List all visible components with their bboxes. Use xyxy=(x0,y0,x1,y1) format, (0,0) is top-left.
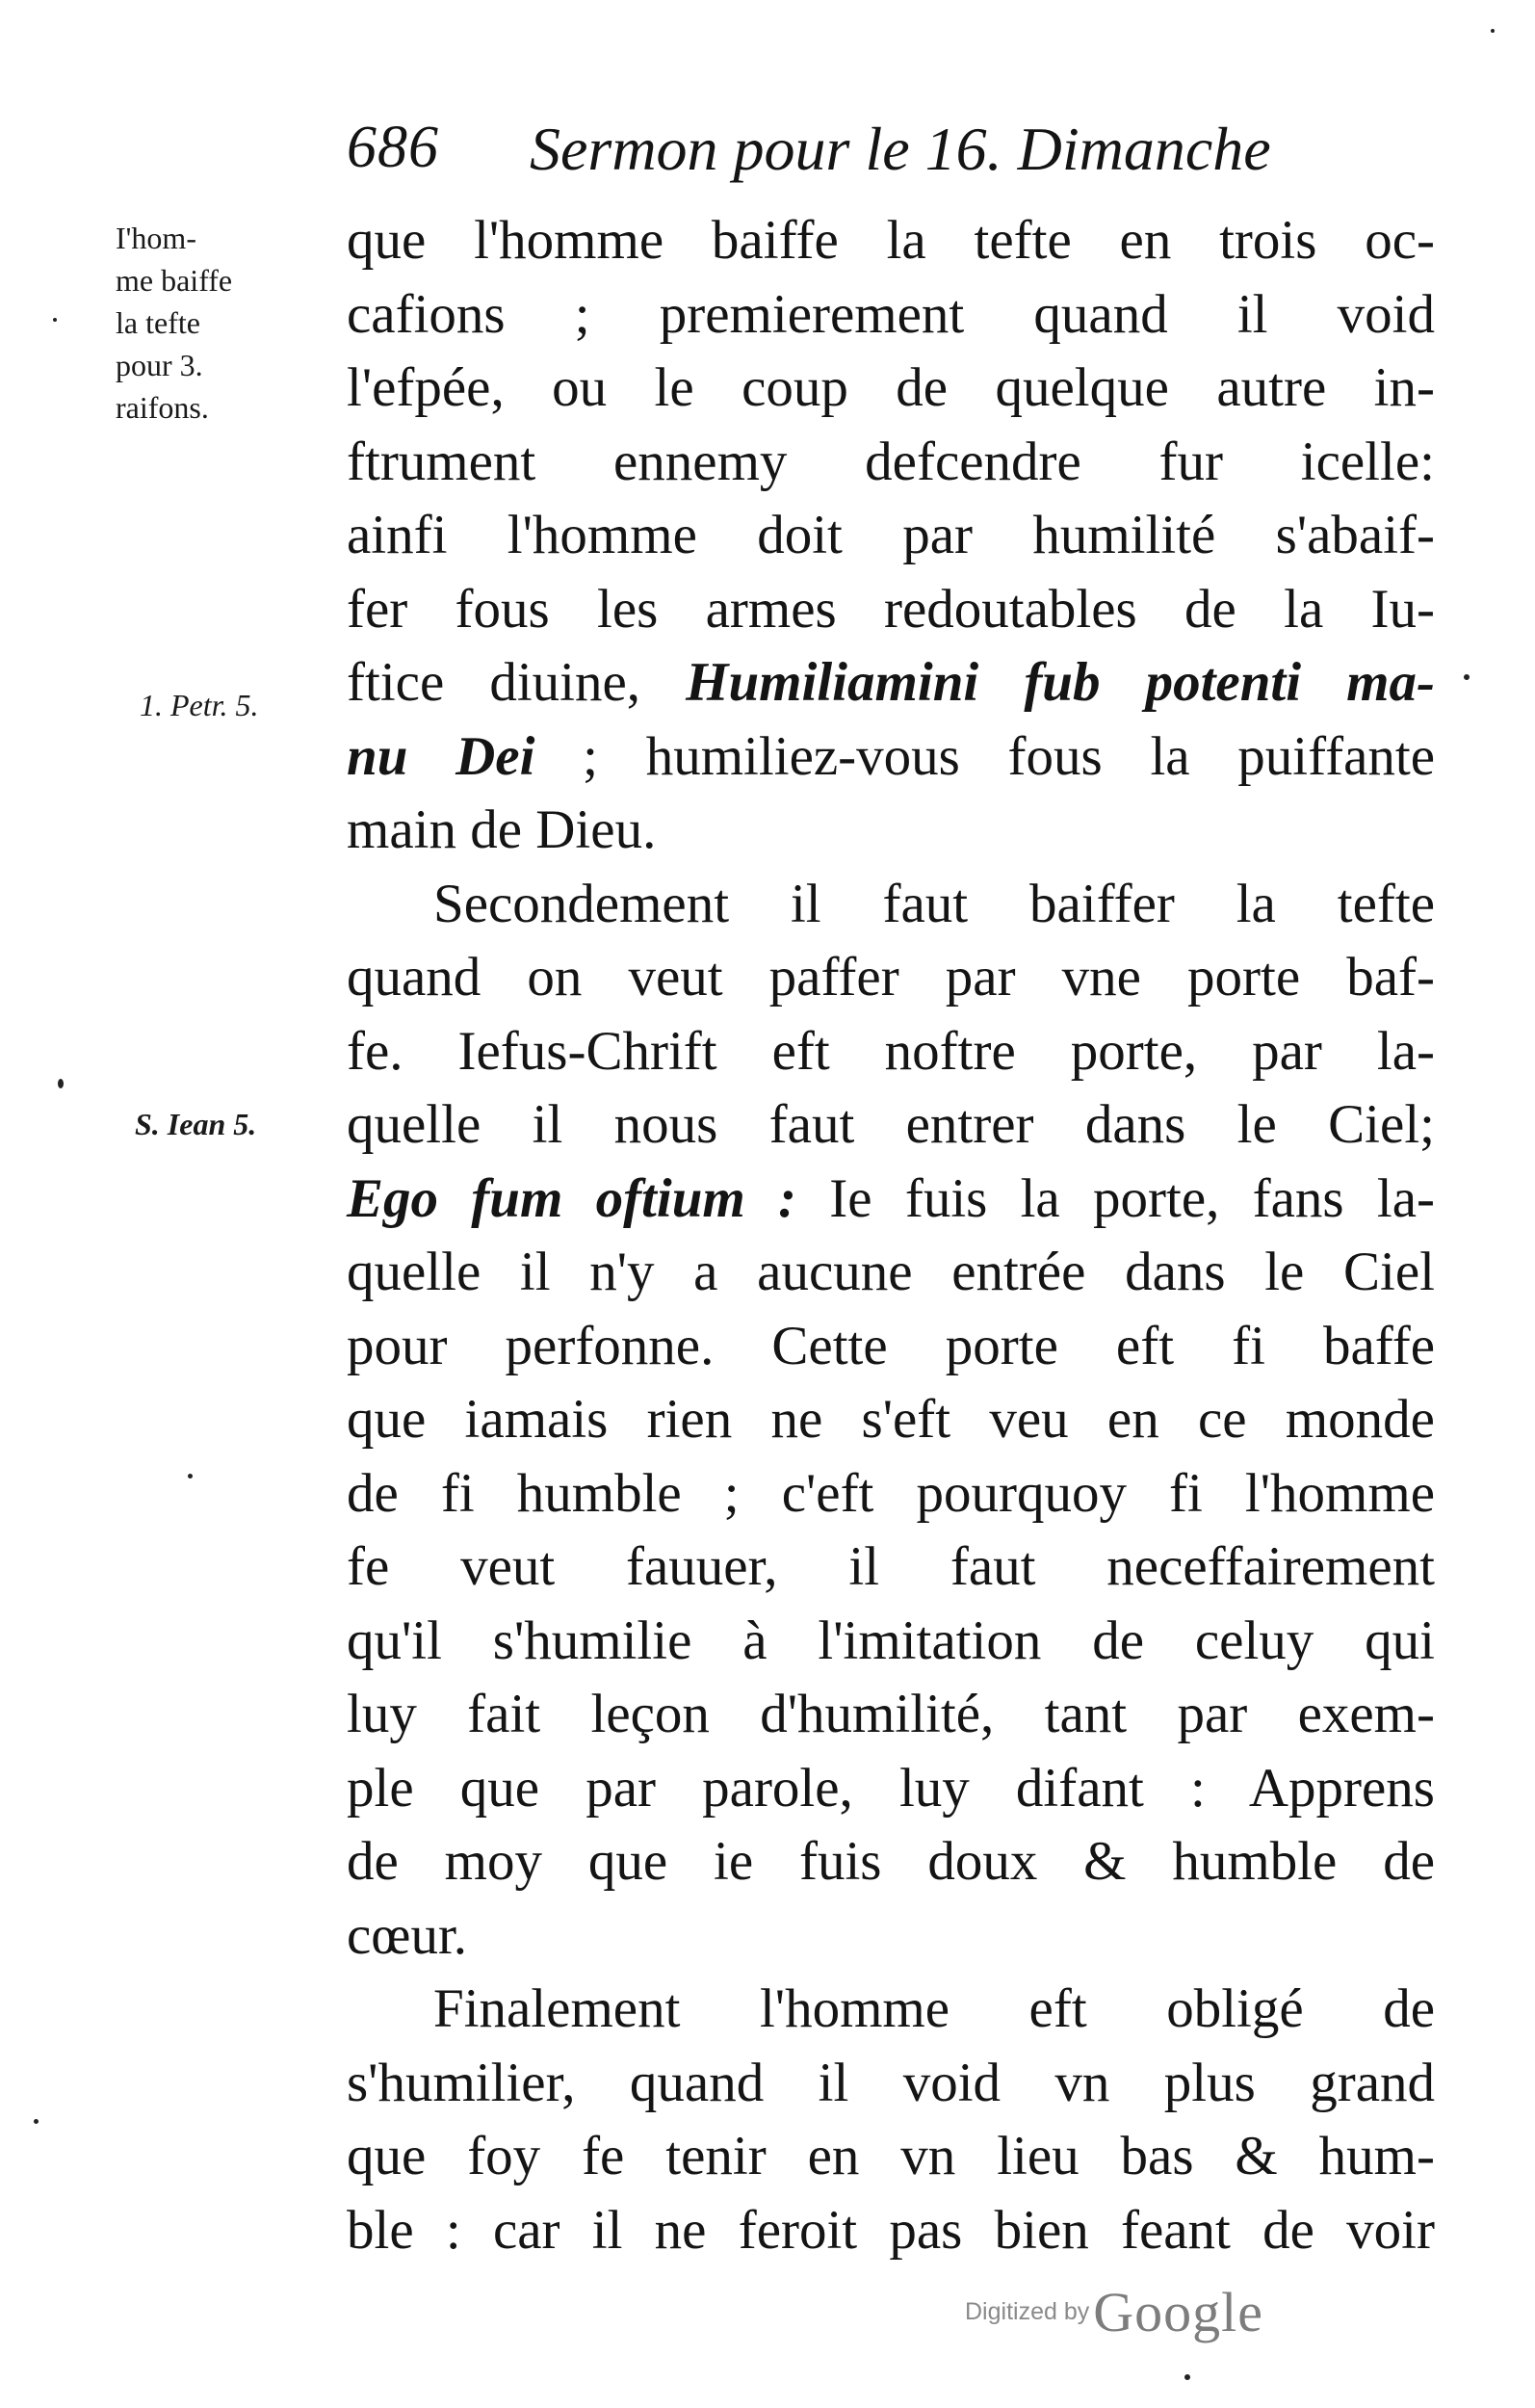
margin-note-line: raifons. xyxy=(116,390,209,425)
page-header xyxy=(347,114,1367,202)
text-line: Finalement l'homme eft obligé de xyxy=(433,1978,1435,2039)
text-line: ple que par parole, luy difant : Apprens xyxy=(347,1757,1435,1819)
text-line: de moy que ie fuis doux & humble de xyxy=(347,1831,1435,1892)
text-line: nu Dei ; humiliez-vous fous la puiffante xyxy=(347,725,1436,787)
text-line: que foy fe tenir en vn lieu bas & hum- xyxy=(347,2126,1435,2186)
text-line: cafions ; premierement quand il void xyxy=(347,283,1435,345)
text-line: Ego fum oftium : Ie fuis la porte, fans la- xyxy=(347,1167,1435,1229)
text-line: Secondement il faut baiffer la tefte xyxy=(433,873,1435,934)
text-line: pour perfonne. Cette porte eft fi baffe xyxy=(347,1315,1435,1376)
scan-speck xyxy=(1491,29,1495,33)
body-text xyxy=(347,204,1435,2267)
digitized-by-google-watermark xyxy=(965,2280,1263,2344)
text-line: quelle il n'y a aucune entrée dans le Ciel xyxy=(347,1242,1435,1302)
latin-quote: Humiliamini fub potenti ma- xyxy=(686,652,1435,713)
scan-speck xyxy=(34,2119,39,2124)
watermark-prefix: Digitized by xyxy=(965,2298,1090,2325)
text-line: que l'homme baiffe la tefte en trois oc- xyxy=(347,210,1435,271)
margin-ref-iean: S. Iean 5. xyxy=(135,1107,257,1141)
text-line: quand on veut paffer par vne porte baf- xyxy=(347,947,1435,1008)
text-line: de fi humble ; c'eft pourquoy fi l'homme xyxy=(347,1462,1435,1524)
text-line: que iamais rien ne s'eft veu en ce monde xyxy=(347,1389,1435,1450)
text-line: main de Dieu. xyxy=(347,799,657,860)
margin-note-humility xyxy=(116,217,308,429)
margin-ref-petr: 1. Petr. 5. xyxy=(140,688,259,722)
text-line: fe. Iefus-Chrift eft noftre porte, par la- xyxy=(347,1020,1435,1082)
text-line: cœur. xyxy=(347,1904,468,1966)
latin-quote: nu Dei xyxy=(347,725,535,787)
text-line: fer fous les armes redoutables de la Iu- xyxy=(347,578,1435,640)
scan-speck xyxy=(53,318,57,322)
text-line: quelle il nous faut entrer dans le Ciel; xyxy=(347,1094,1435,1155)
scan-speck xyxy=(58,1079,64,1088)
text-line: ble : car il ne feroit pas bien feant de voir xyxy=(347,2199,1435,2261)
scan-speck xyxy=(1184,2374,1190,2380)
margin-note-line: I'hom- xyxy=(116,221,196,255)
text-line: ftrument ennemy defcendre fur icelle: xyxy=(347,431,1435,492)
text-line: s'humilier, quand il void vn plus grand xyxy=(347,2052,1435,2113)
margin-note-line: me baiffe xyxy=(116,263,233,298)
margin-note-line: la tefte xyxy=(116,305,200,340)
scan-speck xyxy=(188,1474,193,1479)
text-line: qu'il s'humilie à l'imitation de celuy qui xyxy=(347,1610,1435,1671)
latin-quote: Ego fum oftium : xyxy=(347,1167,797,1229)
text-line: fe veut fauuer, il faut neceffairement xyxy=(347,1536,1435,1597)
text-line: ftice diuine, Humiliamini fub potenti ma- xyxy=(347,652,1435,713)
scan-speck xyxy=(1464,674,1470,680)
page-number: 686 xyxy=(347,115,439,180)
text-line: luy fait leçon d'humilité, tant par exem- xyxy=(347,1684,1435,1744)
google-logo: Google xyxy=(1093,2281,1263,2343)
running-title: Sermon pour le 16. Dimanche xyxy=(530,115,1271,183)
margin-note-line: pour 3. xyxy=(116,348,203,382)
text-line: ainfi l'homme doit par humilité s'abaif- xyxy=(347,505,1435,565)
text-line: l'efpée, ou le coup de quelque autre in- xyxy=(347,357,1435,418)
